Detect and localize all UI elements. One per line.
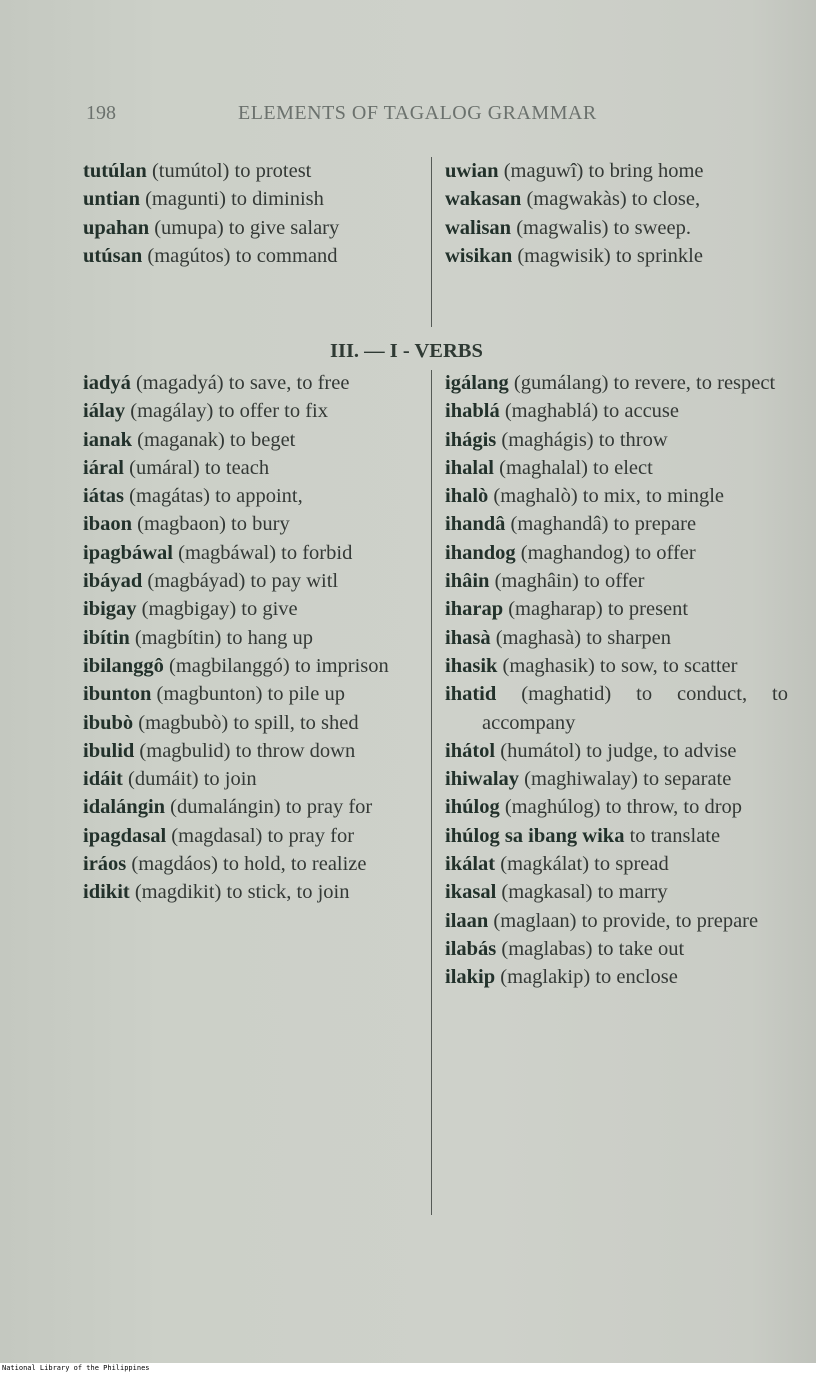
- headword: ihalal: [445, 456, 494, 479]
- headword: idáit: [83, 768, 123, 791]
- headword: ihâin: [445, 570, 490, 593]
- headword: ibulid: [83, 739, 135, 762]
- definition: (umáral) to teach: [124, 456, 270, 479]
- headword: ilaan: [445, 909, 489, 932]
- definition: (magdikit) to stick, to join: [129, 881, 350, 904]
- headword: ihasà: [445, 626, 491, 649]
- definition: (maghandog) to offer: [515, 541, 696, 564]
- definition: (maghalò) to mix, to mingle: [488, 485, 725, 508]
- definition: to translate: [624, 824, 721, 847]
- section-heading: III. — I - VERBS: [330, 340, 483, 362]
- dictionary-entry: [445, 624, 788, 652]
- dictionary-entry: [83, 510, 416, 538]
- definition: (magbigay) to give: [136, 598, 298, 621]
- dictionary-entry: [445, 454, 788, 482]
- dictionary-entry: [445, 539, 788, 567]
- dictionary-entry: [445, 482, 788, 510]
- left-column: [83, 369, 416, 907]
- headword: ilabás: [445, 937, 497, 960]
- dictionary-entry: [445, 907, 788, 935]
- headword: ibigay: [83, 598, 137, 621]
- dictionary-entry: [83, 793, 416, 821]
- headword: igálang: [445, 372, 509, 394]
- dictionary-entry: [83, 539, 416, 567]
- definition: (maghasà) to sharpen: [490, 626, 672, 649]
- headword: iátas: [83, 485, 124, 508]
- dictionary-entry: [445, 510, 788, 538]
- headword: idikit: [83, 881, 130, 904]
- dictionary-entry: [445, 935, 788, 963]
- definition: (magbulid) to throw down: [134, 739, 356, 762]
- column-divider: [431, 370, 432, 1215]
- dictionary-entry: [83, 242, 416, 270]
- definition: (maghúlog) to throw, to drop: [499, 796, 743, 819]
- headword: ihablá: [445, 400, 500, 423]
- definition: (maglakip) to enclose: [495, 966, 678, 989]
- headword: uwian: [445, 160, 499, 182]
- top-left-column: [83, 157, 416, 270]
- definition: (magkasal) to marry: [496, 881, 668, 904]
- definition: (magbáyad) to pay witl: [142, 570, 339, 593]
- dictionary-entry: [445, 426, 788, 454]
- headword: ihasik: [445, 654, 498, 677]
- dictionary-entry: [445, 595, 788, 623]
- definition: (magharap) to present: [503, 598, 689, 621]
- dictionary-entry: [445, 850, 788, 878]
- definition: (maglaan) to provide, to prepare: [488, 909, 759, 932]
- headword: ipagbáwal: [83, 541, 173, 564]
- headword: untian: [83, 188, 140, 211]
- headword: iharap: [445, 598, 504, 621]
- headword: ibilanggô: [83, 654, 164, 677]
- definition: (magbaon) to bury: [132, 513, 290, 536]
- dictionary-entry: [83, 214, 416, 242]
- headword: iadyá: [83, 372, 131, 394]
- headword: ihúlog sa ibang wika: [445, 824, 625, 847]
- dictionary-entry: [83, 850, 416, 878]
- running-title: ELEMENTS OF TAGALOG GRAMMAR: [238, 102, 597, 124]
- dictionary-entry: [83, 652, 416, 680]
- headword: ilakip: [445, 966, 496, 989]
- dictionary-entry: [83, 878, 416, 906]
- dictionary-entry: [83, 709, 416, 737]
- dictionary-entry: [445, 793, 788, 821]
- column-divider-top: [431, 157, 432, 327]
- dictionary-entry: [83, 680, 416, 708]
- definition: (magbáwal) to forbid: [173, 541, 353, 564]
- dictionary-entry: [445, 822, 788, 850]
- headword: idalángin: [83, 796, 166, 819]
- dictionary-entry: [445, 185, 788, 213]
- definition: (magwalis) to sweep.: [511, 216, 691, 239]
- definition: (magútos) to command: [142, 244, 338, 267]
- definition: (magwisik) to sprinkle: [512, 244, 703, 267]
- headword: ibítin: [83, 626, 130, 649]
- definition: (magbunton) to pile up: [151, 683, 345, 706]
- headword: ianak: [83, 428, 132, 451]
- dictionary-entry: [83, 369, 416, 397]
- headword: walisan: [445, 216, 512, 239]
- definition: (umupa) to give salary: [149, 216, 340, 239]
- top-right-column: [445, 157, 788, 270]
- definition: (maghandâ) to prepare: [505, 513, 697, 536]
- definition: (magbilanggó) to imprison: [163, 654, 389, 677]
- definition: (magwakàs) to close,: [521, 188, 701, 211]
- headword: ipagdasal: [83, 824, 167, 847]
- headword: ibunton: [83, 683, 152, 706]
- headword: ihandâ: [445, 513, 506, 536]
- definition: (magkálat) to spread: [495, 853, 669, 876]
- dictionary-entry: [83, 765, 416, 793]
- definition: (maghágis) to throw: [496, 428, 668, 451]
- dictionary-entry: [83, 595, 416, 623]
- right-column: [445, 369, 788, 992]
- definition: (maganak) to beget: [132, 428, 296, 451]
- dictionary-entry: [445, 397, 788, 425]
- headword: ikálat: [445, 853, 496, 876]
- dictionary-entry: [83, 426, 416, 454]
- definition: (maghâin) to offer: [489, 570, 645, 593]
- dictionary-entry: [445, 737, 788, 765]
- definition: (humátol) to judge, to advise: [495, 739, 737, 762]
- definition: (tumútol) to protest: [146, 160, 312, 182]
- dictionary-entry: [83, 482, 416, 510]
- definition: (maglabas) to take out: [496, 937, 685, 960]
- dictionary-entry: [445, 878, 788, 906]
- dictionary-entry: [83, 567, 416, 595]
- definition: (maguwî) to bring home: [498, 160, 704, 182]
- definition: (magálay) to offer to fix: [125, 400, 328, 423]
- headword: ibáyad: [83, 570, 143, 593]
- headword: iálay: [83, 400, 126, 423]
- headword: iáral: [83, 456, 124, 479]
- dictionary-entry: [445, 652, 788, 680]
- dictionary-entry: [445, 369, 788, 397]
- dictionary-entry: [83, 737, 416, 765]
- dictionary-entry: [445, 242, 788, 270]
- headword: tutúlan: [83, 160, 147, 182]
- dictionary-entry: [83, 822, 416, 850]
- headword: wisikan: [445, 244, 513, 267]
- footer-credit: National Library of the Philippines: [2, 1364, 150, 1372]
- definition: (magátas) to appoint,: [124, 485, 303, 508]
- headword: ihátol: [445, 739, 496, 762]
- headword: ihágis: [445, 428, 497, 451]
- headword: ihandog: [445, 541, 516, 564]
- definition: (maghalal) to elect: [494, 456, 653, 479]
- dictionary-entry: [83, 157, 416, 185]
- definition: (magunti) to diminish: [139, 188, 324, 211]
- headword: ibubò: [83, 711, 134, 734]
- dictionary-entry: [83, 454, 416, 482]
- headword: ikasal: [445, 881, 497, 904]
- headword: upahan: [83, 216, 150, 239]
- headword: ibaon: [83, 513, 132, 536]
- headword: ihatid: [445, 683, 497, 706]
- page-number: 198: [86, 102, 116, 124]
- dictionary-entry: [83, 397, 416, 425]
- definition: (dumáit) to join: [122, 768, 257, 791]
- dictionary-entry: [445, 567, 788, 595]
- definition: (maghatid) to conduct, to accompany: [482, 683, 788, 734]
- definition: (magbítin) to hang up: [129, 626, 314, 649]
- headword: wakasan: [445, 188, 522, 211]
- definition: (magbubò) to spill, to shed: [133, 711, 359, 734]
- dictionary-entry: [83, 185, 416, 213]
- headword: ihúlog: [445, 796, 500, 819]
- definition: (magdáos) to hold, to realize: [126, 853, 367, 876]
- dictionary-entry: [445, 680, 788, 737]
- definition: (magdasal) to pray for: [166, 824, 355, 847]
- definition: (maghasik) to sow, to scatter: [497, 654, 738, 677]
- definition: (dumalángin) to pray for: [165, 796, 373, 819]
- dictionary-entry: [445, 157, 788, 185]
- definition: (maghablá) to accuse: [499, 400, 679, 423]
- dictionary-entry: [445, 765, 788, 793]
- definition: (maghiwalay) to separate: [519, 768, 732, 791]
- definition: (magadyá) to save, to free: [130, 372, 350, 394]
- dictionary-entry: [445, 214, 788, 242]
- dictionary-entry: [83, 624, 416, 652]
- definition: (gumálang) to revere, to respect: [508, 372, 776, 394]
- headword: ihiwalay: [445, 768, 520, 791]
- headword: utúsan: [83, 244, 143, 267]
- headword: ihalò: [445, 485, 489, 508]
- dictionary-entry: [445, 963, 788, 991]
- headword: iráos: [83, 853, 127, 876]
